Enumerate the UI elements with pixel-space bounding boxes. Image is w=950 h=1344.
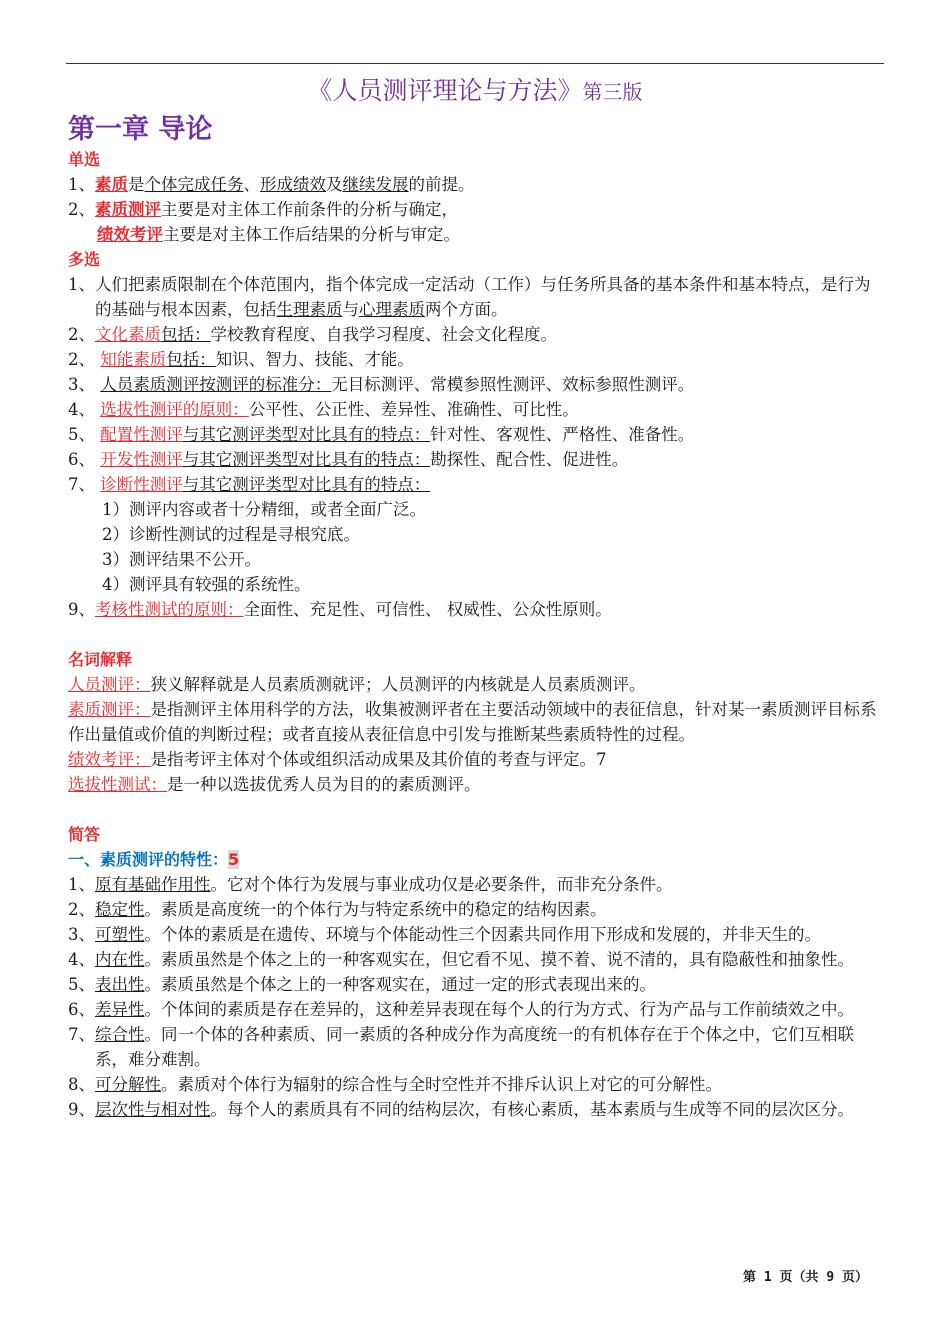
underlined-text: 个体完成任务	[144, 175, 244, 194]
trait-description: 。素质虽然是个体之上的一种客观实在，但它看不见、摸不着、说不清的，具有隐蔽性和抽象性。	[144, 950, 854, 969]
item-number: 1、	[68, 875, 95, 894]
keyword: 素质	[95, 175, 128, 194]
underlined-text: 包括：	[161, 325, 211, 344]
term-1	[68, 672, 884, 697]
keyword: 考核性测试的原则：	[95, 600, 244, 619]
section-title: 一、素质测评的特性：	[68, 850, 229, 869]
trait-description: 。素质是高度统一的个体行为与特定系统中的稳定的结构因素。	[144, 900, 607, 919]
underlined-text: 包括：	[166, 350, 216, 369]
section-heading	[68, 847, 884, 872]
trait-description: 。个体的素质是在遗传、环境与个体能动性三个因素共同作用下形成和发展的，并非天生的。	[144, 925, 821, 944]
page-footer: 第 1 页（共 9 页）	[743, 1270, 868, 1285]
trait-item-3	[68, 922, 884, 947]
single-item-2	[68, 197, 884, 222]
sub-item-1: 1）测评内容或者十分精细，或者全面广泛。	[102, 500, 426, 519]
item-number: 1、	[68, 275, 95, 294]
term-definition: 狭义解释就是人员素质测就评；人员测评的内核就是人员素质测评。	[150, 675, 646, 694]
heading-short-answer: 简答	[68, 825, 101, 844]
term-label: 选拔性测试：	[68, 775, 167, 794]
trait-name: 综合性	[95, 1025, 145, 1044]
item-number: 3、	[68, 375, 101, 394]
document-title	[0, 74, 950, 109]
text: 人们把素质限制在个体范围内，指个体完成一定活动（工作）与任务所具备的基本条件和基本特点，是行为的基础与根本因素，包括	[95, 275, 871, 319]
text: 勘探性、配合性、促进性。	[430, 450, 629, 469]
text: 学校教育程度、自我学习程度、社会文化程度。	[210, 325, 557, 344]
underlined-text: 与其它测评类型对比具有的特点：	[182, 475, 431, 494]
item-number: 6、	[68, 450, 101, 469]
trait-name: 层次性与相对性	[95, 1100, 211, 1119]
underlined-text: 形成绩效	[260, 175, 326, 194]
multi-item-3	[68, 347, 884, 372]
single-item-2-cont	[68, 222, 884, 247]
multi-item-8	[68, 472, 884, 497]
text: 针对性、客观性、严格性、准备性。	[430, 425, 695, 444]
text: 是	[128, 175, 145, 194]
item-number: 1、	[68, 175, 95, 194]
multi-item-5	[68, 397, 884, 422]
multi-item-6	[68, 422, 884, 447]
underlined-text: 生理素质	[276, 300, 343, 319]
text: 全面性、充足性、可信性、 权威性、公众性原则。	[243, 600, 612, 619]
trait-description: 。每个人的素质具有不同的结构层次，有核心素质，基本素质与生成等不同的层次区分。	[210, 1100, 854, 1119]
text: 与	[342, 300, 359, 319]
underlined-text: 与其它测评类型对比具有的特点：	[182, 450, 431, 469]
keyword: 配置性测评	[100, 425, 183, 444]
term-definition: 是指考评主体对个体或组织活动成果及其价值的考查与评定。7	[150, 750, 607, 769]
keyword: 开发性测评	[100, 450, 183, 469]
trait-name: 差异性	[95, 1000, 145, 1019]
text: 两个方面。	[425, 300, 508, 319]
multi-item-2	[68, 322, 884, 347]
text: 的前提。	[408, 175, 475, 194]
trait-name: 内在性	[95, 950, 145, 969]
trait-description: 。素质对个体行为辐射的综合性与全时空性并不排斥认识上对它的可分解性。	[161, 1075, 722, 1094]
term-2	[68, 697, 884, 747]
trait-item-7	[68, 1022, 884, 1072]
underlined-text: 与其它测评类型对比具有的特点：	[182, 425, 431, 444]
multi-item-4	[68, 372, 884, 397]
keyword: 选拔性测评的原则：	[100, 400, 249, 419]
underlined-text: 继续发展	[342, 175, 409, 194]
trait-item-5	[68, 972, 884, 997]
keyword: 诊断性测评	[100, 475, 183, 494]
trait-name: 表出性	[95, 975, 145, 994]
sub-item-4: 4）测评具有较强的系统性。	[102, 575, 311, 594]
item-number: 9、	[68, 600, 95, 619]
edition-text: 第三版	[582, 80, 643, 104]
trait-item-8	[68, 1072, 884, 1097]
trait-name: 原有基础作用性	[95, 875, 211, 894]
single-item-1	[68, 172, 884, 197]
trait-description: 。它对个体行为发展与事业成功仅是必要条件，而非充分条件。	[210, 875, 673, 894]
highlight-mark: 5	[228, 850, 240, 869]
item-number: 5、	[68, 975, 95, 994]
term-label: 绩效考评：	[68, 750, 151, 769]
term-label: 素质测评：	[68, 700, 151, 719]
trait-description: 。同一个体的各种素质、同一素质的各种成分作为高度统一的有机体存在于个体之中，它们互相联系，难分难割。	[95, 1025, 854, 1069]
term-4	[68, 772, 884, 797]
header-rule	[66, 63, 884, 64]
text: 无目标测评、常模参照性测评、效标参照性测评。	[331, 375, 695, 394]
trait-item-1	[68, 872, 884, 897]
trait-name: 可分解性	[95, 1075, 161, 1094]
keyword: 文化素质	[95, 325, 161, 344]
sub-item-3: 3）测评结果不公开。	[102, 550, 261, 569]
trait-item-6	[68, 997, 884, 1022]
chapter-heading: 第一章 导论	[68, 114, 213, 145]
keyword: 绩效考评	[97, 225, 163, 244]
item-number: 2、	[68, 350, 101, 369]
trait-item-4	[68, 947, 884, 972]
keyword: 知能素质	[100, 350, 167, 369]
underlined-text: 人员素质测评按测评的标准分：	[100, 375, 332, 394]
trait-name: 可塑性	[95, 925, 145, 944]
text: 、	[243, 175, 260, 194]
item-number: 4、	[68, 950, 95, 969]
multi-item-1	[68, 272, 884, 322]
term-3	[68, 747, 884, 772]
item-number: 4、	[68, 400, 101, 419]
trait-name: 稳定性	[95, 900, 145, 919]
text: 主要是对主体工作前条件的分析与确定，	[161, 200, 458, 219]
item-number: 5、	[68, 425, 101, 444]
term-definition: 是一种以选拔优秀人员为目的的素质测评。	[167, 775, 481, 794]
item-number: 7、	[68, 1025, 95, 1044]
trait-item-9	[68, 1097, 884, 1122]
text: 公平性、公正性、差异性、准确性、可比性。	[248, 400, 579, 419]
multi-item-9	[68, 597, 884, 622]
heading-single-choice: 单选	[68, 150, 101, 169]
text: 主要是对主体工作后结果的分析与审定。	[163, 225, 460, 244]
underlined-text: 心理素质	[359, 300, 425, 319]
keyword: 素质测评	[95, 200, 161, 219]
item-number: 3、	[68, 925, 95, 944]
item-number: 2、	[68, 200, 95, 219]
multi-item-7	[68, 447, 884, 472]
trait-item-2	[68, 897, 884, 922]
sub-item-2: 2）诊断性测试的过程是寻根究底。	[102, 525, 360, 544]
term-label: 人员测评：	[68, 675, 151, 694]
text: 知识、智力、技能、才能。	[215, 350, 414, 369]
text: 及	[326, 175, 343, 194]
trait-description: 。个体间的素质是存在差异的，这种差异表现在每个人的行为方式、行为产品与工作前绩效之中。	[144, 1000, 854, 1019]
heading-terms: 名词解释	[68, 650, 133, 669]
title-text: 《人员测评理论与方法》	[307, 76, 583, 105]
trait-description: 。素质虽然是个体之上的一种客观实在，通过一定的形式表现出来的。	[144, 975, 656, 994]
item-number: 9、	[68, 1100, 95, 1119]
item-number: 7、	[68, 475, 101, 494]
item-number: 6、	[68, 1000, 95, 1019]
heading-multi-choice: 多选	[68, 250, 101, 269]
item-number: 2、	[68, 900, 95, 919]
term-definition: 是指测评主体用科学的方法，收集被测评者在主要活动领域中的表征信息，针对某一素质测评目标系作出量值或价值的判断过程；或者直接从表征信息中引发与推断某些素质特性的过程。	[68, 700, 877, 744]
item-number: 8、	[68, 1075, 95, 1094]
item-number: 2、	[68, 325, 95, 344]
document-body	[68, 147, 884, 1122]
